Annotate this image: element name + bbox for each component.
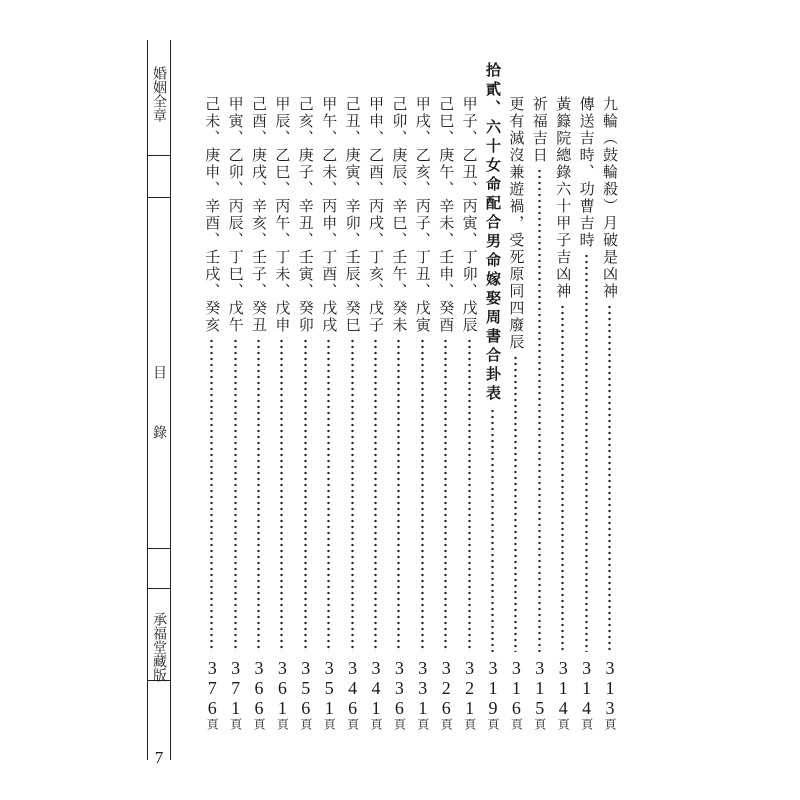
page-unit: 頁	[392, 718, 407, 730]
page-number: 316	[506, 658, 527, 718]
page-ref	[202, 658, 222, 730]
toc-entry	[598, 0, 622, 760]
leader-dots	[374, 338, 377, 652]
toc-entry	[434, 0, 458, 760]
toc-entry	[528, 0, 552, 760]
page-ref	[483, 658, 503, 730]
page-number: 321	[459, 658, 480, 718]
leader-dots	[280, 338, 283, 652]
toc-entry	[341, 0, 365, 760]
toc-entry	[317, 0, 341, 760]
page-number: 315	[529, 658, 550, 718]
page-unit: 頁	[298, 718, 313, 730]
entry-title: 甲子、乙丑、丙寅、丁卯、戊辰	[460, 96, 479, 334]
toc-entry	[270, 0, 294, 760]
leader-dots	[561, 304, 564, 652]
entry-title: 甲戌、乙亥、丙子、丁丑、戊寅	[413, 96, 432, 334]
toc-entry	[411, 0, 435, 760]
page-number: 346	[342, 658, 363, 718]
page-number: 371	[225, 658, 246, 718]
leader-dots	[327, 338, 330, 652]
page-unit: 頁	[205, 718, 220, 730]
divider	[148, 680, 170, 681]
page-unit: 頁	[345, 718, 360, 730]
leader-dots	[491, 408, 494, 652]
entry-title: 己丑、庚寅、辛卯、壬辰、癸巳	[343, 96, 362, 334]
leader-dots	[421, 338, 424, 652]
entry-title: 己卯、庚辰、辛巳、壬午、癸未	[390, 96, 409, 334]
toc-entry	[364, 0, 388, 760]
toc-entry	[504, 0, 528, 760]
entry-title: 己巳、庚午、辛未、壬申、癸酉	[437, 96, 456, 334]
page-unit: 頁	[439, 718, 454, 730]
leader-dots	[585, 253, 588, 652]
entry-title: 黃籙院總錄六十甲子吉凶神	[554, 96, 573, 300]
toc-entry	[224, 0, 248, 760]
toc-entry	[458, 0, 482, 760]
page-number: 376	[202, 658, 223, 718]
page-ref	[343, 658, 363, 730]
page-number: 356	[295, 658, 316, 718]
leader-dots	[351, 338, 354, 652]
leader-dots	[468, 338, 471, 652]
divider	[148, 548, 170, 549]
leader-dots	[257, 338, 260, 652]
page-ref	[436, 658, 456, 730]
entry-title: 九輪（鼓輪殺）月破是凶神	[601, 96, 619, 300]
leader-dots	[234, 338, 237, 652]
publisher-label: 承福堂藏版	[151, 612, 167, 682]
book-title: 婚姻全章	[151, 66, 167, 122]
page-number: 331	[412, 658, 433, 718]
entry-title: 己亥、庚子、辛丑、壬寅、癸卯	[296, 96, 315, 334]
entry-title: 拾貳、六十女命配合男命嫁娶周書合卦表	[484, 62, 502, 404]
page-unit: 頁	[252, 718, 266, 730]
entry-title: 傳送吉時、功曹吉時	[577, 96, 596, 249]
toc-entry	[551, 0, 575, 760]
leader-dots	[397, 338, 400, 652]
entry-title: 祈福吉日	[530, 96, 549, 164]
entry-title: 甲午、乙未、丙申、丁酉、戊戌	[320, 96, 339, 334]
page-number: 336	[389, 658, 410, 718]
page-ref	[600, 658, 620, 730]
page-unit: 頁	[322, 718, 337, 730]
page-unit: 頁	[486, 718, 500, 730]
page-number: 314	[553, 658, 574, 718]
page-ref	[366, 658, 386, 730]
entry-title: 己未、庚申、辛酉、壬戌、癸亥	[203, 96, 222, 334]
page-ref	[413, 658, 433, 730]
page-number: 313	[600, 658, 620, 718]
divider	[148, 588, 170, 589]
page-ref	[460, 658, 480, 730]
leader-dots	[608, 304, 611, 652]
page-number: 366	[249, 658, 269, 718]
page-unit: 頁	[556, 718, 571, 730]
page-unit: 頁	[275, 718, 290, 730]
leader-dots	[444, 338, 447, 652]
toc-entry	[387, 0, 411, 760]
leader-dots	[304, 338, 307, 652]
page-ref	[249, 658, 269, 730]
leader-dots	[210, 338, 213, 652]
divider	[148, 197, 170, 198]
page-ref	[296, 658, 316, 730]
page-unit: 頁	[603, 718, 617, 730]
toc-entry	[247, 0, 271, 760]
page-unit: 頁	[415, 718, 430, 730]
toc-heading	[481, 0, 505, 760]
divider	[148, 155, 170, 156]
page-ref	[389, 658, 409, 730]
entry-title: 己酉、庚戌、辛亥、壬子、癸丑	[250, 96, 268, 334]
toc-entry	[294, 0, 318, 760]
page-ref	[272, 658, 292, 730]
page-unit: 頁	[228, 718, 243, 730]
margin-strip	[147, 40, 171, 767]
page-ref	[226, 658, 246, 730]
page-ref	[577, 658, 597, 730]
page-number: 319	[483, 658, 503, 718]
page-number: 314	[576, 658, 597, 718]
entry-title: 甲辰、乙巳、丙午、丁未、戊申	[273, 96, 292, 334]
section-label: 目 錄	[151, 365, 167, 455]
page-unit: 頁	[369, 718, 383, 730]
leader-dots	[538, 168, 541, 652]
page-ref	[506, 658, 526, 730]
page-unit: 頁	[509, 718, 524, 730]
entry-title: 甲寅、乙卯、丙辰、丁巳、戊午	[226, 96, 245, 334]
page-ref	[553, 658, 573, 730]
entry-title: 甲申、乙酉、丙戌、丁亥、戊子	[367, 96, 385, 334]
page-number: 326	[436, 658, 457, 718]
toc-entry	[575, 0, 599, 760]
folio-number: 7	[154, 748, 164, 767]
page-ref	[530, 658, 550, 730]
toc-entry	[200, 0, 224, 760]
page-unit: 頁	[462, 718, 477, 730]
entry-title: 更有滅沒兼遊禍，受死原同四廢辰	[507, 96, 526, 351]
page-number: 361	[272, 658, 293, 718]
page-unit: 頁	[532, 718, 547, 730]
page-number: 341	[366, 658, 386, 718]
leader-dots	[514, 355, 517, 652]
page-ref	[319, 658, 339, 730]
page-unit: 頁	[579, 718, 594, 730]
page-number: 351	[319, 658, 340, 718]
